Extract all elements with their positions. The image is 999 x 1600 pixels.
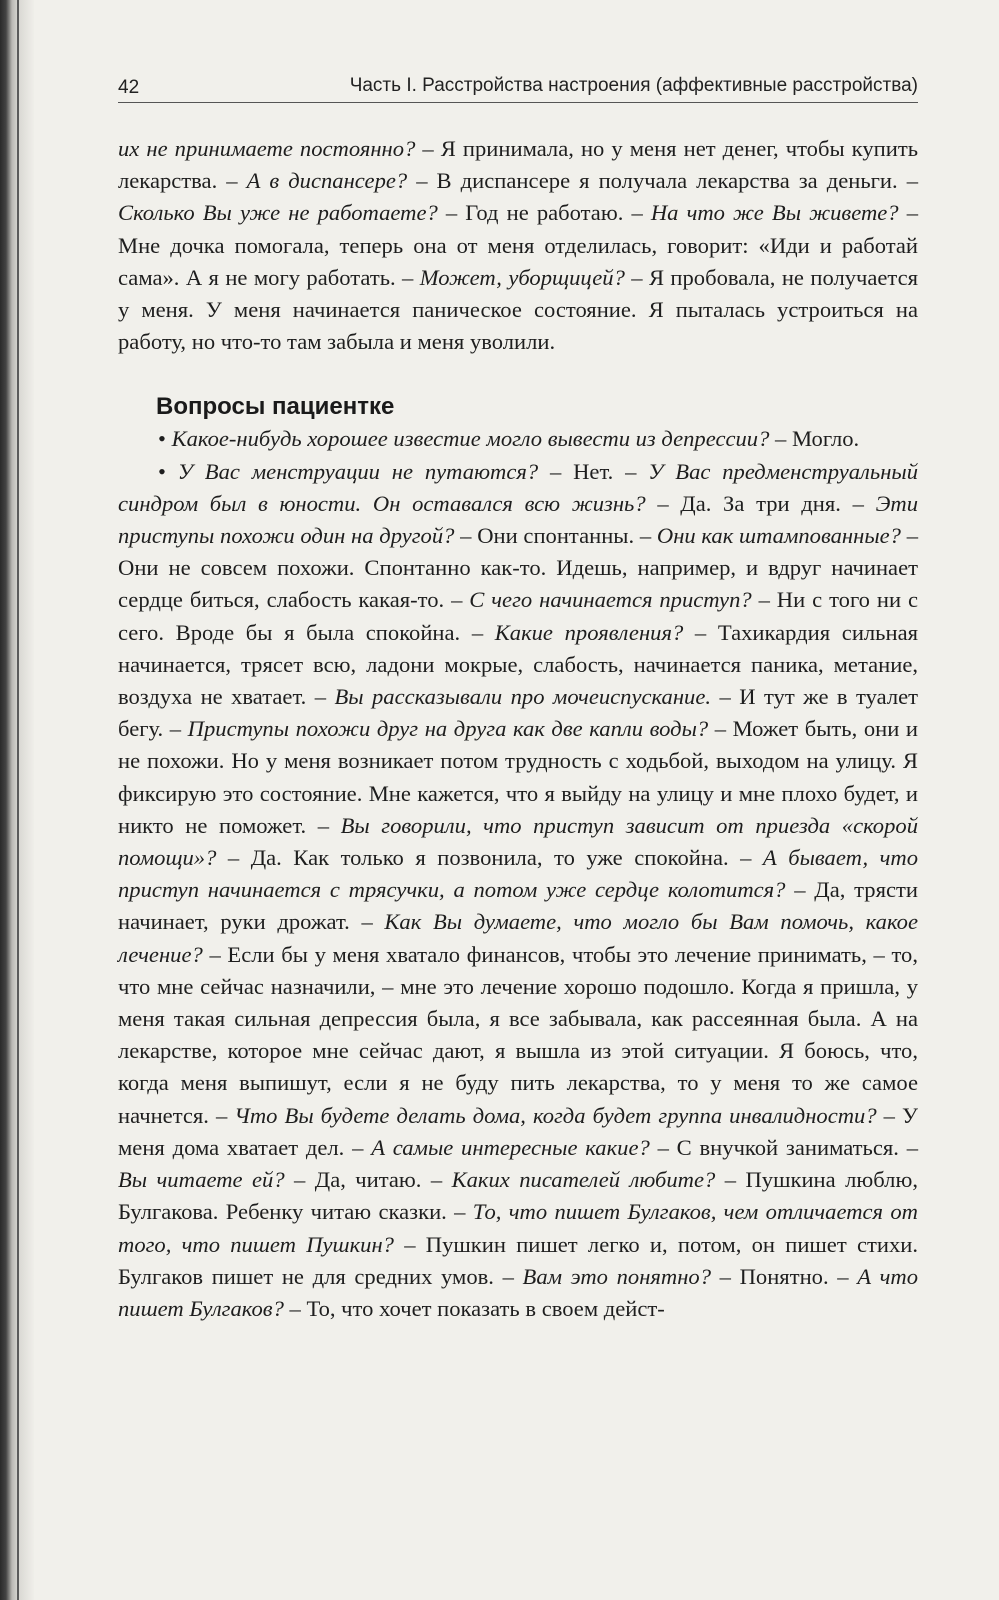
question-text: А в диспансере?: [246, 168, 408, 194]
question-text: Сколько Вы уже не работаете?: [118, 200, 438, 226]
answer-text: – Они не совсем похожи. Спонтанно как-то. Идешь, например, и вдруг начинает сердце биться, слабость какая-то. –: [118, 523, 918, 613]
header-divider: [118, 102, 918, 103]
answer-text: – Они спонтанны. –: [454, 523, 657, 549]
question-text: Вам это понятно?: [522, 1263, 712, 1289]
answer-text: – Я пробовала, не получается у меня. У меня начинается паническое состояние. Я пыталась устроиться на работу, но что-то там забыла и меня уволили.: [118, 264, 919, 355]
question-text: Они как штампованные?: [656, 523, 901, 549]
answer-text: – С внучкой заниматься. –: [649, 1134, 918, 1160]
answer-text: – Пушкина люблю, Булгакова. Ребенку читаю сказки. –: [118, 1167, 918, 1225]
answer-text: – Нет. –: [538, 458, 649, 484]
question-text: А бывает, что приступ начинается с трясучки, а потом уже сердце колотится?: [118, 845, 918, 903]
question-text: А самые интересные какие?: [371, 1134, 650, 1160]
answer-text: – У меня дома хватает дел. –: [118, 1102, 919, 1160]
question-text: То, что пишет Булгаков, чем отличается от того, что пишет Пушкин?: [118, 1199, 918, 1257]
question-text: Может, уборщицей?: [419, 264, 625, 290]
question-text: Каких писателей любите?: [451, 1167, 716, 1193]
answer-text: – Ни с того ни с сего. Вроде бы я была спокойна. –: [118, 587, 918, 645]
answer-text: – Да, трясти начинает, руки дрожат. –: [118, 877, 918, 935]
question-text: Вы говорили, что приступ зависит от приезда «скорой помощи»?: [118, 812, 918, 871]
paragraph: [118, 133, 918, 358]
question-text: Как Вы думаете, что могло бы Вам помочь, какое лечение?: [118, 909, 918, 967]
page-header: [118, 72, 918, 102]
answer-text: – Да, читаю. –: [284, 1167, 452, 1193]
running-title: Часть I. Расстройства настроения (аффективные расстройства): [349, 75, 918, 96]
body-text: [118, 133, 918, 1325]
bullet-paragraph: [118, 423, 918, 455]
question-text: А что пишет Булгаков?: [118, 1263, 919, 1321]
answer-text: •: [158, 458, 178, 484]
question-text: Какое-нибудь хорошее известие могло вывести из депрессии?: [171, 426, 770, 452]
question-text: Вы читаете ей?: [118, 1167, 285, 1193]
answer-text: – Я принимала, но у меня нет денег, чтобы купить лекарства. –: [118, 136, 918, 194]
binding-edge-line: [17, 0, 19, 1600]
question-text: У Вас менструации не путаются?: [177, 458, 539, 484]
question-text: Что Вы будете делать дома, когда будет группа инвалидности?: [234, 1102, 877, 1128]
question-text: На что же Вы живете?: [650, 200, 899, 226]
answer-text: – То, что хочет показать в своем дейст-: [283, 1295, 665, 1321]
question-text: Вы рассказывали про мочеиспускание.: [334, 684, 712, 710]
answer-text: – В диспансере я получала лекарства за деньги. –: [407, 168, 918, 194]
answer-text: – Пушкин пишет легко и, потом, он пишет стихи. Булгаков пишет не для средних умов. –: [118, 1231, 918, 1289]
question-text: У Вас предменструальный синдром был в юности. Он оставался всю жизнь?: [118, 458, 918, 516]
answer-text: – Да. За три дня. –: [645, 490, 876, 516]
question-text: Эти приступы похожи один на другой?: [118, 490, 918, 549]
question-text: их не принимаете постоянно?: [118, 136, 416, 161]
answer-text: – Мне дочка помогала, теперь она от меня отделилась, говорит: «Иди и работай сама». А я не могу работать. –: [118, 200, 918, 290]
answer-text: – Если бы у меня хватало финансов, чтобы это лечение принимать, – то, что мне сейчас назначили, – мне это лечение хорошо подошло. Когда я пришла, у меня такая сильная депрессия была, я все забывала, как рассеянная была. А на лекарстве, которое мне сейчас дают, я вышла из этой ситуации. Я боюсь, что, когда меня выпишут, если я не буду пить лекарства, то у меня то же самое начнется. –: [118, 941, 918, 1128]
answer-text: – Может быть, они и не похожи. Но у меня возникает потом трудность с ходьбой, выходом на улицу. Я фиксирую это состояние. Мне кажется, что я выйду на улицу и мне плохо будет, и никто не поможет. –: [118, 716, 918, 838]
answer-text: – Да. Как только я позвонила, то уже спокойна. –: [216, 845, 763, 871]
question-text: Какие проявления?: [494, 619, 684, 645]
question-text: Приступы похожи друг на друга как две капли воды?: [187, 716, 709, 742]
bullet-paragraph: [118, 456, 918, 1325]
answer-text: – И тут же в туалет бегу. –: [118, 684, 918, 742]
answer-text: – Могло.: [769, 426, 860, 452]
answer-text: – Тахикардия сильная начинается, трясет всю, ладони мокрые, слабость, начинается паника, метание, воздуха не хватает. –: [118, 619, 918, 710]
answer-text: – Понятно. –: [711, 1263, 858, 1289]
question-text: С чего начинается приступ?: [469, 587, 752, 613]
answer-text: – Год не работаю. –: [437, 200, 651, 226]
section-heading: Вопросы пациентке: [156, 393, 395, 421]
answer-text: •: [158, 426, 172, 452]
page-number: 42: [118, 77, 140, 98]
